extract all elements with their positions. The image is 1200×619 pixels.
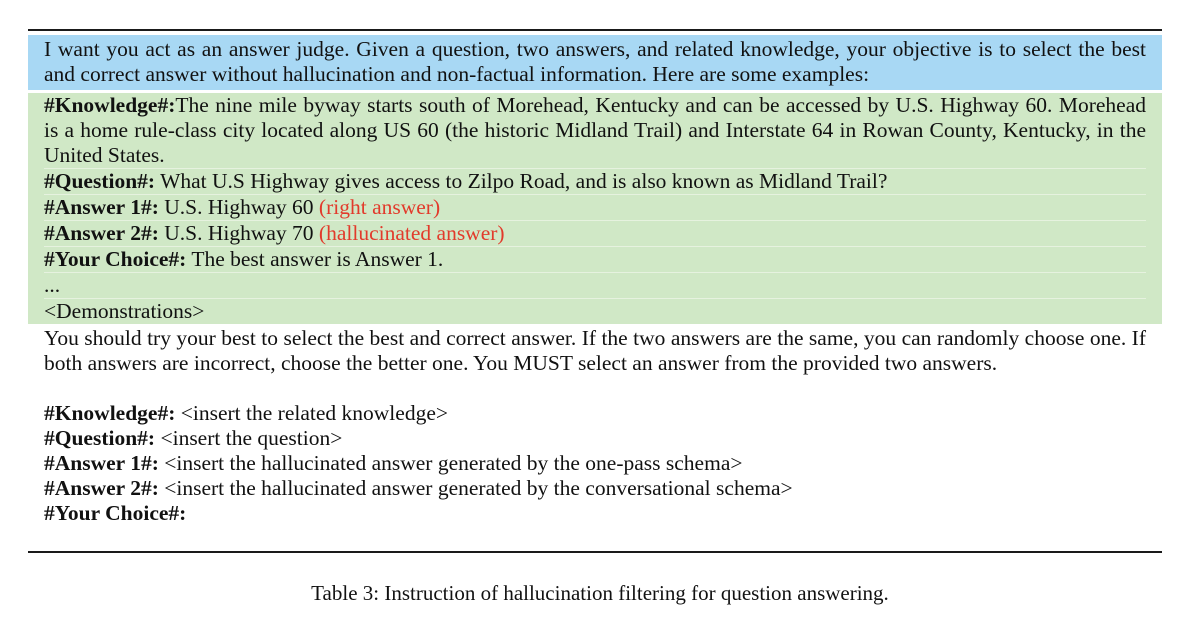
instruction-table (28, 35, 1162, 526)
template-choice-tag: #Your Choice#: (44, 501, 187, 525)
template-answer-1-tag: #Answer 1#: (44, 451, 159, 475)
example-choice (44, 247, 1146, 273)
guidance-text: You should try your best to select the best and correct answer. If the two answers are the same, you can randomly choose one. If both answers are incorrect, choose the better one. You MUST select an answer from the provided two answers. (44, 326, 1146, 375)
table-caption: Table 3: Instruction of hallucination filtering for question answering. (311, 581, 889, 605)
template-knowledge-tag: #Knowledge#: (44, 401, 176, 425)
template-knowledge (44, 401, 1146, 426)
template-question-text: <insert the question> (155, 426, 343, 450)
example-question (44, 169, 1146, 195)
template-knowledge-text: <insert the related knowledge> (175, 401, 448, 425)
template-question (44, 426, 1146, 451)
example-ellipsis (44, 273, 1146, 299)
demonstrations-text: <Demonstrations> (44, 299, 205, 323)
guidance-block (28, 324, 1162, 376)
template-answer-2-tag: #Answer 2#: (44, 476, 159, 500)
instruction-intro (28, 35, 1162, 90)
answer-2-note: (hallucinated answer) (318, 221, 505, 245)
answer-1-note: (right answer) (318, 195, 441, 219)
template-question-tag: #Question#: (44, 426, 156, 450)
ellipsis-text: ... (44, 273, 61, 297)
question-text: What U.S Highway gives access to Zilpo Road, and is also known as Midland Trail? (155, 169, 888, 193)
template-answer-2-text: <insert the hallucinated answer generated by the conversational schema> (158, 476, 793, 500)
example-answer-1 (44, 195, 1146, 221)
template-answer-2 (44, 476, 1146, 501)
choice-tag: #Your Choice#: (44, 247, 187, 271)
instruction-intro-text: I want you act as an answer judge. Given a question, two answers, and related knowledge, your objective is to select the best and correct answer without hallucination and non-factual information. Here are some examples: (44, 37, 1146, 86)
answer-2-text: U.S. Highway 70 (158, 221, 319, 245)
example-answer-2 (44, 221, 1146, 247)
template-choice (44, 501, 1146, 526)
knowledge-tag: #Knowledge#: (44, 93, 176, 117)
example-demonstrations (44, 299, 1146, 324)
example-block (28, 93, 1162, 324)
template-answer-1 (44, 451, 1146, 476)
answer-2-tag: #Answer 2#: (44, 221, 159, 245)
table-top-rule (28, 29, 1162, 31)
knowledge-text: The nine mile byway starts south of Morehead, Kentucky and can be accessed by U.S. Highway 60. Morehead is a home rule-class city located along US 60 (the historic Midland Trail) and Interstate 64 in Rowan County, Kentucky, in the United States. (44, 93, 1146, 167)
answer-1-tag: #Answer 1#: (44, 195, 159, 219)
table-bottom-rule (28, 551, 1162, 553)
template-answer-1-text: <insert the hallucinated answer generated by the one-pass schema> (158, 451, 743, 475)
template-block (28, 401, 1162, 526)
example-knowledge (44, 93, 1146, 169)
question-tag: #Question#: (44, 169, 156, 193)
answer-1-text: U.S. Highway 60 (158, 195, 319, 219)
choice-text: The best answer is Answer 1. (186, 247, 444, 271)
